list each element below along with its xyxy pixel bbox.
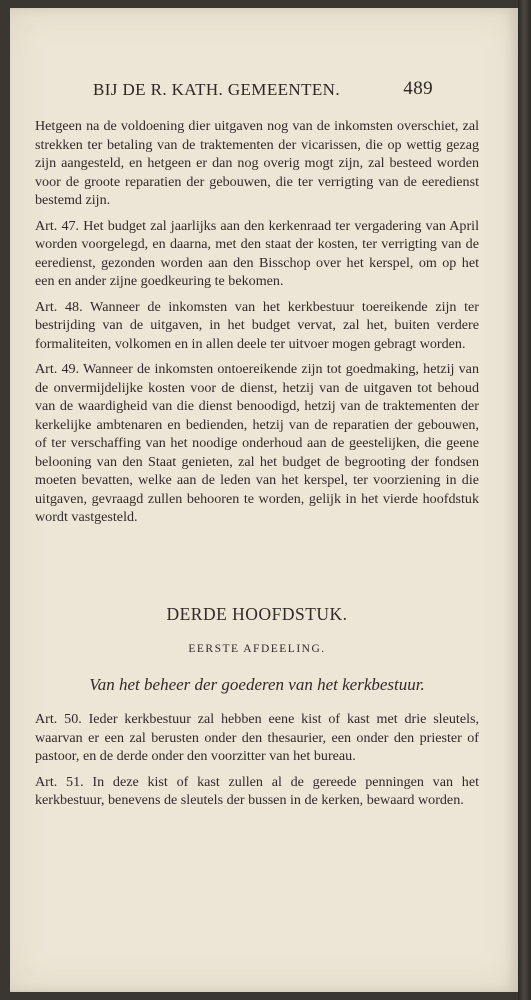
page-number: 489: [403, 78, 433, 99]
paragraph-art-49: Art. 49. Wanneer de inkomsten ontoereikende zijn tot goedmaking, hetzij van de onvermijdelijke kosten voor de dienst, hetzij van de uitgaven tot behoud van de waardigheid van die dienst benoodigd, hetzij van de traktementen der kerkelijke ambtenaren en bedienden, hetzij van de reparatien der gebouwen, of ter verschaffing van het noodige onderhoud aan de geestelijken, die geene belooning van den Staat genieten, zal het budget de begrooting der fondsen moeten bevatten, welke aan de leden van het kerspel, ter voorziening in die uitgaven, gevraagd zullen behooren te worden, gelijk in het vierde hoofdstuk wordt vastgesteld.: [35, 361, 479, 525]
running-title: BIJ DE R. KATH. GEMEENTEN.: [93, 80, 340, 99]
section-title: Van het beheer der goederen van het kerkbestuur.: [89, 675, 425, 694]
paragraph-art-47: Art. 47. Het budget zal jaarlijks aan den kerkenraad ter vergadering van April worden voorgelegd, en daarna, met den staat der kosten, ter verrigting van de eeredienst, gezonden worden aan den Bisschop over het kerspel, om op het een en ander zijne goedkeuring te bekomen.: [35, 217, 479, 289]
paragraph-art-48: Art. 48. Wanneer de inkomsten van het kerkbestuur toereikende zijn ter bestrijding van de uitgaven, in het budget vervat, zal het, buiten verdere formaliteiten, volkomen en in allen deele ter uitvoer mogen gebragt worden.: [35, 298, 479, 352]
book-spine-edge: [518, 0, 531, 1000]
running-header: [93, 80, 433, 104]
text-body-bottom: [35, 710, 479, 817]
text-body-top: [35, 117, 479, 534]
paragraph: Hetgeen na de voldoening dier uitgaven nog van de inkomsten overschiet, zal strekken ter betaling van de traktementen der vicarissen, die op wettig gezag zijn aangesteld, en hetgeen er dan nog overig mogt zijn, zal besteed worden voor de groote reparatien der gebouwen, die ter verrigting van de eeredienst bestemd zijn.: [35, 118, 479, 208]
paragraph-art-50: Art. 50. Ieder kerkbestuur zal hebben eene kist of kast met drie sleutels, waarvan er een zal berusten onder den thesaurier, een onder den priester of pastoor, en de derde onder den voorzitter van het bureau.: [35, 711, 479, 764]
chapter-heading: DERDE HOOFDSTUK.: [166, 604, 348, 624]
paragraph-art-51: Art. 51. In deze kist of kast zullen al de gereede penningen van het kerkbestuur, benevens de sleutels der bussen in de kerken, bewaard worden.: [35, 773, 479, 808]
section-heading: EERSTE AFDEELING.: [188, 643, 326, 655]
